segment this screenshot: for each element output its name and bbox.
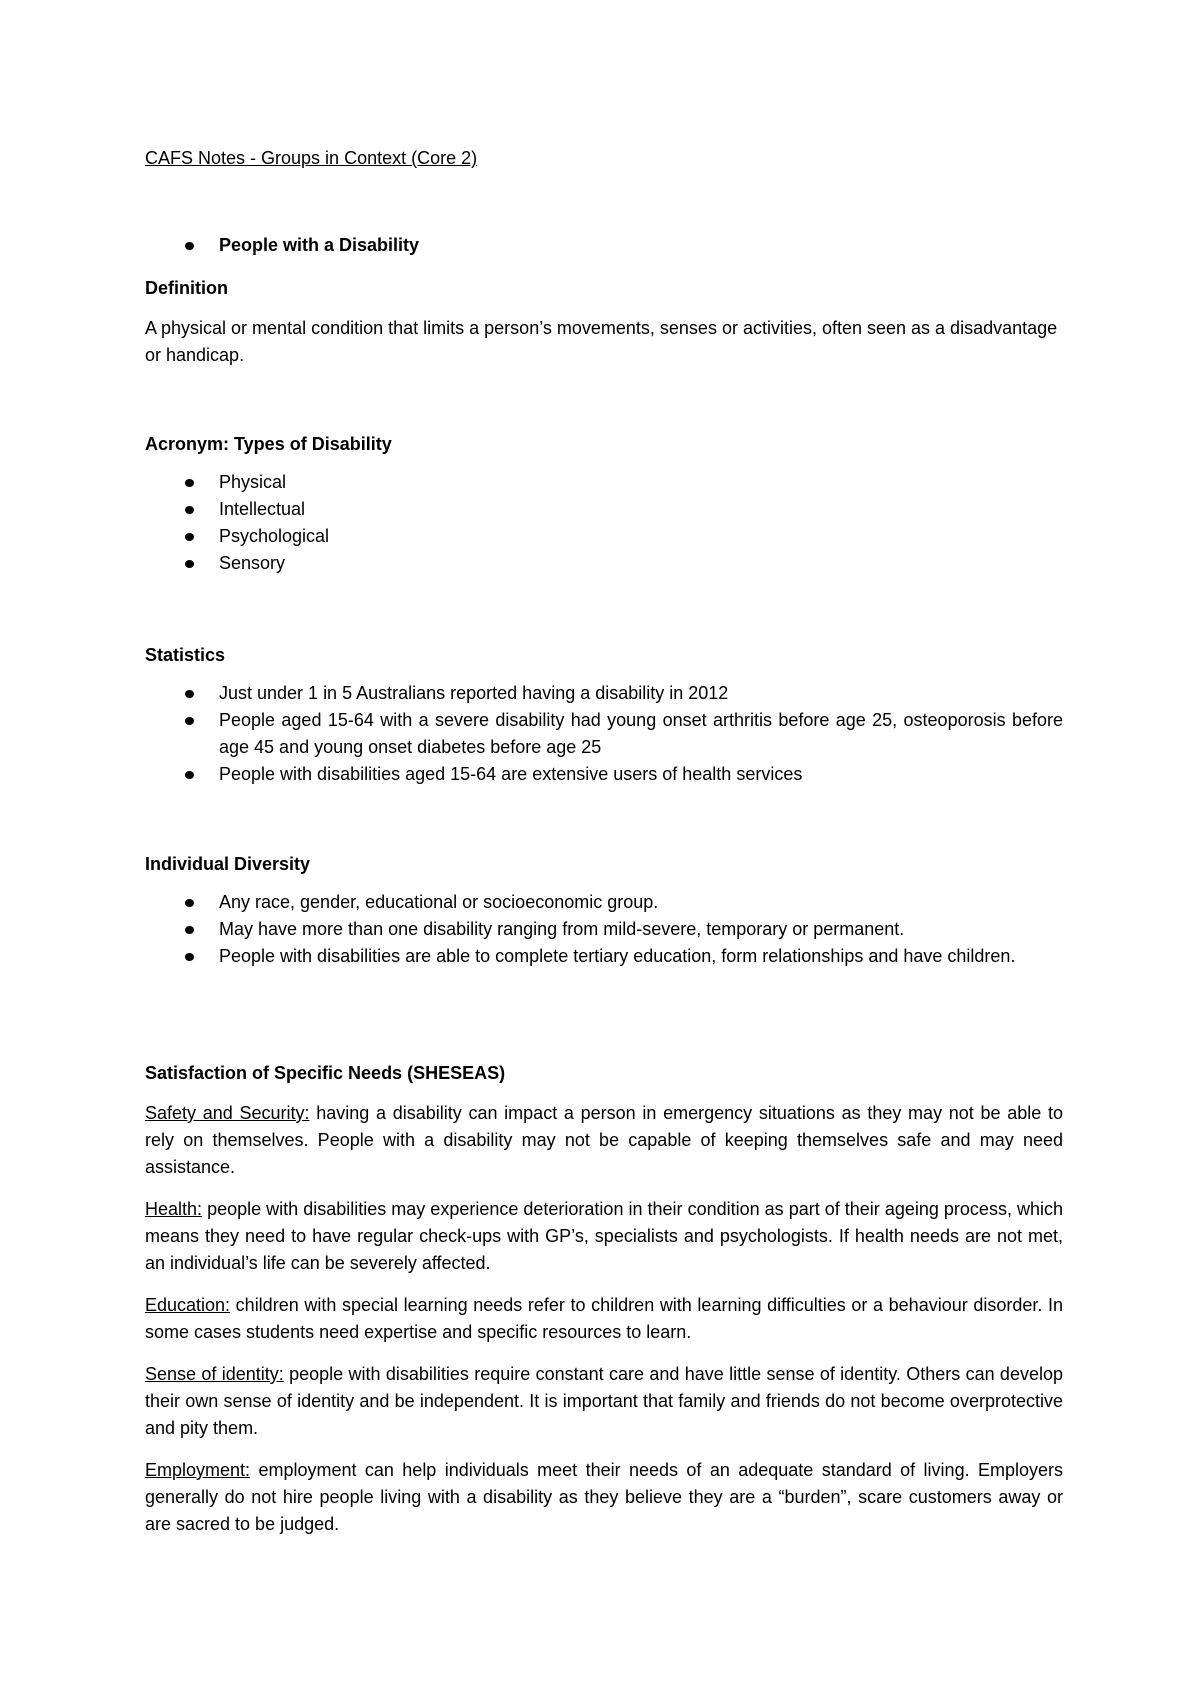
bullet-icon xyxy=(185,690,194,698)
list-item xyxy=(145,680,1063,707)
needs-list xyxy=(145,1100,1063,1538)
list-item xyxy=(145,496,1063,523)
types-heading: Acronym: Types of Disability xyxy=(145,434,392,454)
list-item xyxy=(145,469,1063,496)
need-label: Health: xyxy=(145,1199,203,1219)
types-list xyxy=(145,469,1063,577)
need-employment xyxy=(145,1457,1063,1538)
document-page xyxy=(145,0,1063,1697)
list-item xyxy=(145,523,1063,550)
definition-text: A physical or mental condition that limits a person’s movements, senses or activities, often seen as a disadvantage or handicap. xyxy=(145,318,1058,365)
definition-section xyxy=(145,275,1063,369)
need-text: children with special learning needs refer to children with learning difficulties or a behaviour disorder. In some cases students need expertise and specific resources to learn. xyxy=(145,1295,1063,1342)
need-education xyxy=(145,1292,1063,1346)
bullet-icon xyxy=(185,953,194,961)
definition-heading: Definition xyxy=(145,278,228,298)
list-item xyxy=(145,550,1063,577)
list-item-text: Physical xyxy=(219,472,287,492)
list-item-text: Intellectual xyxy=(219,499,306,519)
list-item-text: People aged 15-64 with a severe disability had young onset arthritis before age 25, osteoporosis before age 45 and young onset diabetes before age 25 xyxy=(219,710,1063,757)
group-section xyxy=(145,232,1063,259)
statistics-section xyxy=(145,642,1063,788)
bullet-icon xyxy=(185,242,194,250)
needs-heading: Satisfaction of Specific Needs (SHESEAS) xyxy=(145,1063,506,1083)
diversity-section xyxy=(145,851,1063,970)
bullet-icon xyxy=(185,926,194,934)
bullet-icon xyxy=(185,479,194,487)
list-item xyxy=(145,232,1063,259)
need-label: Sense of identity: xyxy=(145,1364,284,1384)
bullet-icon xyxy=(185,899,194,907)
list-item-text: Sensory xyxy=(219,553,286,573)
diversity-heading: Individual Diversity xyxy=(145,854,311,874)
need-label: Safety and Security: xyxy=(145,1103,310,1123)
list-item-text: May have more than one disability ranging from mild-severe, temporary or permanent. xyxy=(219,919,905,939)
need-label: Education: xyxy=(145,1295,231,1315)
list-item xyxy=(145,889,1063,916)
bullet-icon xyxy=(185,560,194,568)
list-item-text: People with disabilities are able to complete tertiary education, form relationships and have children. xyxy=(219,946,1016,966)
needs-section xyxy=(145,1060,1063,1553)
need-label: Employment: xyxy=(145,1460,251,1480)
list-item xyxy=(145,707,1063,761)
bullet-icon xyxy=(185,771,194,779)
list-item xyxy=(145,761,1063,788)
bullet-icon xyxy=(185,717,194,725)
need-text: employment can help individuals meet their needs of an adequate standard of living. Employers generally do not hire people living with a disability as they believe they are a “burden”, scare customers away or are sacred to be judged. xyxy=(145,1460,1063,1534)
bullet-icon xyxy=(185,506,194,514)
need-text: having a disability can impact a person in emergency situations as they may not be able to rely on themselves. People with a disability may not be capable of keeping themselves safe and may need assistance. xyxy=(145,1103,1063,1177)
need-health xyxy=(145,1196,1063,1277)
need-text: people with disabilities require constant care and have little sense of identity. Others can develop their own sense of identity and be independent. It is important that family and friends do not become overprotective and pity them. xyxy=(145,1364,1063,1438)
need-safety xyxy=(145,1100,1063,1181)
list-item-text: People with disabilities aged 15-64 are extensive users of health services xyxy=(219,764,803,784)
types-section xyxy=(145,431,1063,577)
list-item-text: Just under 1 in 5 Australians reported having a disability in 2012 xyxy=(219,683,729,703)
list-item xyxy=(145,916,1063,943)
statistics-list xyxy=(145,680,1063,788)
document-title: CAFS Notes - Groups in Context (Core 2) xyxy=(145,148,478,168)
list-item xyxy=(145,943,1063,970)
bullet-icon xyxy=(185,533,194,541)
list-item-text: Psychological xyxy=(219,526,330,546)
group-bullet-text: People with a Disability xyxy=(219,235,420,255)
statistics-heading: Statistics xyxy=(145,645,226,665)
need-text: people with disabilities may experience deterioration in their condition as part of their ageing process, which means they need to have regular check-ups with GP’s, specialists and psychologists. If health needs are not met, an individual’s life can be severely affected. xyxy=(145,1199,1063,1273)
list-item-text: Any race, gender, educational or socioeconomic group. xyxy=(219,892,659,912)
diversity-list xyxy=(145,889,1063,970)
group-list xyxy=(145,232,1063,259)
need-identity xyxy=(145,1361,1063,1442)
